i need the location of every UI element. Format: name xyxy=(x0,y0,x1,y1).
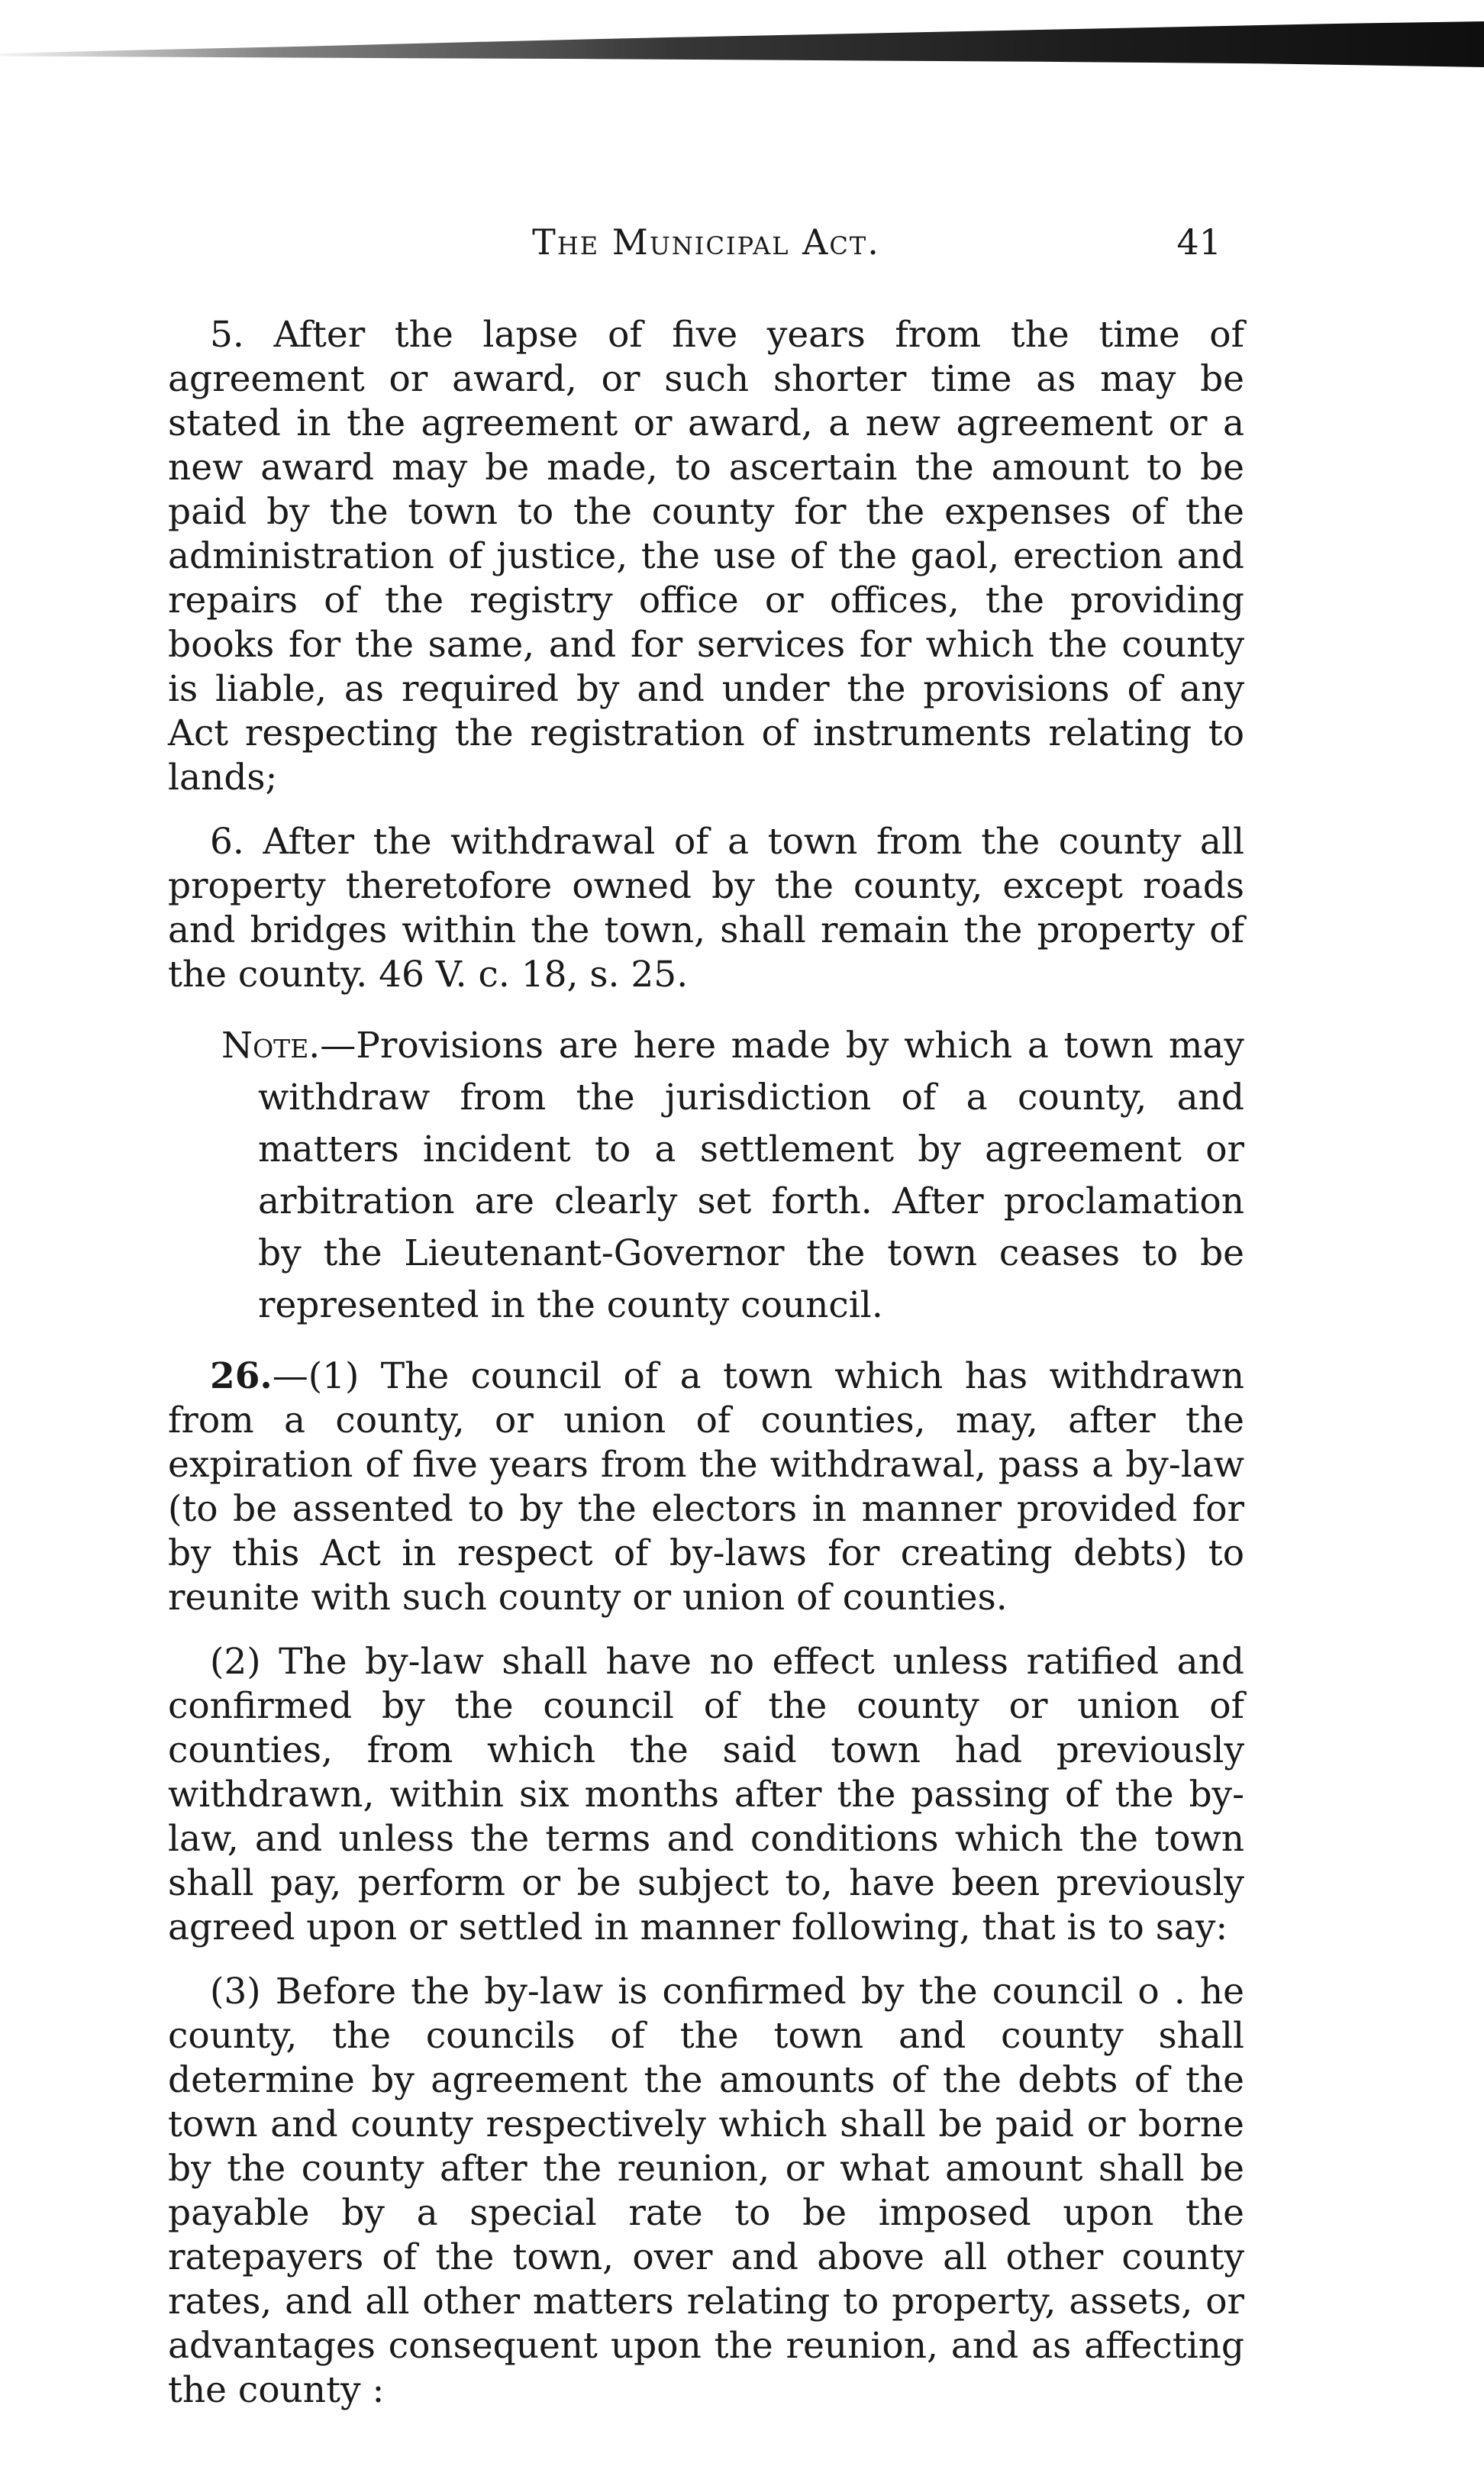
running-head xyxy=(168,221,1244,275)
scan-dark-band xyxy=(0,21,1484,67)
note-text: —Provisions are here made by which a town may withdraw from the jurisdiction of a county, and matters incident to a settlement by agreement or arbitration are clearly set forth. After proclamation by the Lieutenant-Governor the town ceases to be represented in the county council. xyxy=(258,1025,1244,1326)
running-title: The Municipal Act. xyxy=(532,221,880,263)
paragraph-5: 5. After the lapse of five years from the time of agreement or award, or such shorter time as may be stated in the agreement or award, a new agreement or a new award may be made, to ascertain the amount to be paid by the town to the county for the expenses of the administration of justice, the use of the gaol, erection and repairs of the registry office or offices, the providing books for the same, and for services for which the county is liable, as required by and under the provisions of any Act respecting the registration of instruments relating to lands; xyxy=(168,314,1244,799)
subsection-1-text: —(1) The council of a town which has withdrawn from a county, or union of counties, may, after the expiration of five years from the withdrawal, pass a by-law (to be assented to by the electors in manner provided for by this Act in respect of by-laws for creating debts) to reunite with such county or union of counties. xyxy=(168,1355,1244,1619)
scan-edge-shadow xyxy=(0,0,1484,84)
section-number: 26. xyxy=(210,1355,273,1397)
section-26-subsection-1 xyxy=(168,1354,1244,1620)
page-number: 41 xyxy=(1176,221,1221,263)
note-label: Note. xyxy=(221,1025,321,1067)
paragraph-6: 6. After the withdrawal of a town from the county all property theretofore owned by the county, except roads and bridges within the town, shall remain the property of the county. 46 V. c. 18, s. 25. xyxy=(168,821,1244,996)
section-26-subsection-3: (3) Before the by-law is confirmed by the council o . he county, the councils of the town and county shall determine by agreement the amounts of the debts of the town and county respectively which shall be paid or borne by the county after the reunion, or what amount shall be payable by a special rate to be imposed upon the ratepayers of the town, over and above all other county rates, and all other matters relating to property, assets, or advantages consequent upon the reunion, and as affecting the county : xyxy=(168,1971,1244,2411)
book-page xyxy=(168,221,1244,2413)
editorial-note xyxy=(168,1020,1244,1332)
section-26-subsection-2: (2) The by-law shall have no effect unless ratified and confirmed by the council of the county or union of counties, from which the said town had previously withdrawn, within six months after the passing of the by-law, and unless the terms and conditions which the town shall pay, perform or be subject to, have been previously agreed upon or settled in manner following, that is to say: xyxy=(168,1641,1244,1948)
